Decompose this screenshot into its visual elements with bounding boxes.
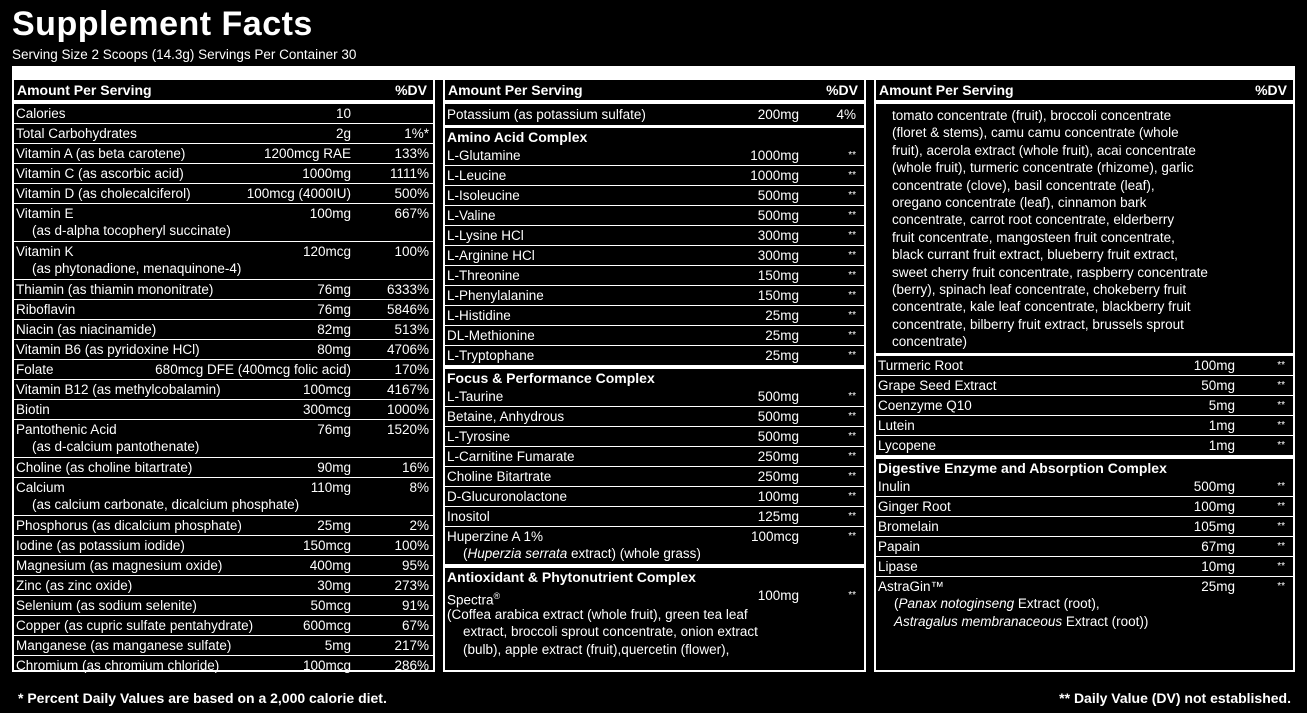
nutrient-row xyxy=(876,416,1293,436)
nutrient-row xyxy=(14,458,433,478)
nutrient-name: L-Isoleucine xyxy=(447,188,520,203)
nutrient-row xyxy=(876,557,1293,577)
nutrient-dv: ** xyxy=(848,350,856,361)
nutrient-name xyxy=(447,586,500,611)
nutrient-dv: 100% xyxy=(394,538,429,553)
footnote-dv: * Percent Daily Values are based on a 2,000 calorie diet. xyxy=(18,690,387,706)
nutrient-dv: 2% xyxy=(409,518,429,533)
nutrient-row xyxy=(14,596,433,616)
nutrient-row xyxy=(14,300,433,320)
nutrient-dv: 91% xyxy=(401,598,429,613)
blend-line: fruit), acerola extract (whole fruit), acai concentrate xyxy=(892,142,1196,158)
nutrient-name: L-Tyrosine xyxy=(447,429,511,444)
nutrient-row xyxy=(445,206,864,226)
nutrient-name: Vitamin C (as ascorbic acid) xyxy=(16,166,184,181)
nutrient-name: Ginger Root xyxy=(878,498,951,514)
nutrient-dv: 4167% xyxy=(386,382,429,397)
nutrient-name: Manganese (as manganese sulfate) xyxy=(16,638,232,653)
nutrient-row xyxy=(14,556,433,576)
nutrient-name: Vitamin A (as beta carotene) xyxy=(16,146,186,161)
nutrient-name: Vitamin B12 (as methylcobalamin) xyxy=(16,382,221,397)
nutrient-name: Huperzine A 1% xyxy=(447,529,544,544)
nutrient-name: Grape Seed Extract xyxy=(878,377,997,393)
nutrient-dv: 4706% xyxy=(386,342,429,357)
nutrient-amount: 100mg xyxy=(1193,357,1235,373)
nutrient-amount: 300mg xyxy=(757,248,799,263)
nutrient-amount: 1000mg xyxy=(750,168,799,183)
nutrient-source xyxy=(894,613,1148,631)
nutrient-amount: 500mg xyxy=(1193,478,1235,494)
nutrient-row xyxy=(445,286,864,306)
nutrient-amount: 1000mg xyxy=(750,148,799,163)
nutrient-amount: 25mg xyxy=(765,328,799,343)
source-rest: extract) (whole grass) xyxy=(567,546,701,561)
nutrient-amount: 500mg xyxy=(757,409,799,424)
nutrient-dv: ** xyxy=(1277,379,1285,391)
nutrient-amount: 30mg xyxy=(317,578,351,593)
nutrient-row xyxy=(445,407,864,427)
nutrient-amount: 250mg xyxy=(757,449,799,464)
spectra-name: Spectra xyxy=(447,592,494,608)
nutrient-name: Folate xyxy=(16,362,54,377)
nutrient-dv: 5846% xyxy=(386,302,429,317)
nutrient-source: (Huperzia serrata extract) (whole grass) xyxy=(463,546,701,561)
nutrient-amount: 100mg xyxy=(309,206,351,221)
nutrient-name: D-Glucuronolactone xyxy=(447,489,568,504)
serving-info: Serving Size 2 Scoops (14.3g) Servings Per Container 30 xyxy=(12,47,357,62)
nutrient-row xyxy=(876,396,1293,416)
nutrient-source: (as calcium carbonate, dicalcium phosphate) xyxy=(32,497,300,512)
registered-mark: ® xyxy=(493,591,501,601)
nutrient-row xyxy=(445,306,864,326)
nutrient-name: L-Leucine xyxy=(447,168,507,183)
spectra-line: (bulb), apple extract (fruit),quercetin (flower), xyxy=(463,641,730,657)
blend-line: concentrate, carrot root concentrate, elderberry xyxy=(892,212,1175,228)
nutrient-row xyxy=(14,478,433,516)
nutrient-amount: 125mg xyxy=(757,509,799,524)
nutrient-row xyxy=(876,436,1293,456)
nutrient-row xyxy=(14,280,433,300)
nutrient-name: Selenium (as sodium selenite) xyxy=(16,598,197,613)
nutrient-dv: ** xyxy=(848,531,856,542)
digestive-list xyxy=(876,477,1293,577)
nutrient-dv: ** xyxy=(848,230,856,241)
blend-line: sweet cherry fruit concentrate, raspberry concentrate xyxy=(892,264,1208,280)
blend-line: (whole fruit), turmeric concentrate (rhizome), garlic xyxy=(892,160,1194,176)
nutrient-name: Choline Bitartrate xyxy=(447,469,552,484)
nutrient-dv: ** xyxy=(1277,439,1285,451)
nutrient-row xyxy=(14,124,433,144)
nutrient-amount: 10 xyxy=(335,106,351,121)
nutrient-source: (as d-alpha tocopheryl succinate) xyxy=(32,223,231,238)
column-header xyxy=(876,80,1293,104)
nutrient-name: Vitamin E xyxy=(16,206,74,221)
nutrient-dv: 100% xyxy=(394,244,429,259)
nutrient-amount: 2g xyxy=(335,126,351,141)
nutrient-row xyxy=(445,507,864,527)
nutrient-row xyxy=(445,326,864,346)
spectra-line: extract, broccoli sprout concentrate, onion extract xyxy=(463,624,758,640)
nutrient-dv: ** xyxy=(848,511,856,522)
nutrient-name: Inositol xyxy=(447,509,490,524)
nutrient-amount: 680mcg DFE (400mcg folic acid) xyxy=(155,362,351,377)
nutrient-row xyxy=(14,360,433,380)
nutrient-name: Phosphorus (as dicalcium phosphate) xyxy=(16,518,242,533)
nutrient-dv: 286% xyxy=(394,658,429,673)
nutrient-row xyxy=(445,387,864,407)
blend-line: concentrate, bilberry fruit extract, brussels sprout xyxy=(892,316,1184,332)
nutrient-row xyxy=(14,636,433,656)
nutrient-dv: ** xyxy=(848,431,856,442)
nutrient-dv: ** xyxy=(848,471,856,482)
blend-line: concentrate) xyxy=(892,334,968,350)
nutrient-row xyxy=(445,586,864,606)
focus-list xyxy=(445,387,864,527)
nutrient-row xyxy=(445,427,864,447)
nutrient-dv: 1111% xyxy=(389,166,429,181)
nutrient-dv: 667% xyxy=(394,206,429,221)
nutrient-amount: 400mg xyxy=(309,558,351,573)
nutrient-name: DL-Methionine xyxy=(447,328,535,343)
nutrient-row xyxy=(876,497,1293,517)
nutrient-row xyxy=(445,146,864,166)
nutrient-dv: ** xyxy=(848,451,856,462)
nutrient-dv: ** xyxy=(1277,399,1285,411)
nutrient-amount: 100mcg xyxy=(302,658,351,673)
nutrient-dv: ** xyxy=(1277,359,1285,371)
nutrient-name: L-Tryptophane xyxy=(447,348,535,363)
nutrient-amount: 76mg xyxy=(317,302,351,317)
nutrient-dv: ** xyxy=(848,250,856,261)
nutrient-name: Bromelain xyxy=(878,518,939,534)
nutrient-row xyxy=(445,186,864,206)
focus-section-title: Focus & Performance Complex xyxy=(445,366,864,387)
blend-line: concentrate (clove), basil concentrate (leaf), xyxy=(892,177,1155,193)
latin-name: Astragalus membranaceous xyxy=(894,613,1063,629)
nutrient-amount: 100mcg xyxy=(750,529,799,544)
nutrient-dv: ** xyxy=(848,170,856,181)
nutrient-name: L-Threonine xyxy=(447,268,520,283)
nutrient-row xyxy=(876,376,1293,396)
nutrient-dv: ** xyxy=(1277,580,1285,592)
nutrient-row xyxy=(445,346,864,366)
nutrient-dv: 4% xyxy=(836,107,856,122)
nutrient-amount: 25mg xyxy=(1201,578,1235,594)
nutrient-name: Coenzyme Q10 xyxy=(878,397,972,413)
nutrient-source xyxy=(894,595,1100,613)
nutrient-amount: 82mg xyxy=(317,322,351,337)
nutrient-dv: ** xyxy=(848,411,856,422)
nutrient-amount: 105mg xyxy=(1193,518,1235,534)
nutrient-dv: 170% xyxy=(394,362,429,377)
nutrient-name: Lycopene xyxy=(878,437,937,453)
nutrient-dv: 273% xyxy=(394,578,429,593)
nutrient-row xyxy=(445,467,864,487)
nutrient-name: AstraGin™ xyxy=(878,578,945,594)
nutrient-row xyxy=(14,400,433,420)
nutrient-name: Total Carbohydrates xyxy=(16,126,137,141)
nutrient-row xyxy=(14,340,433,360)
nutrient-dv: 6333% xyxy=(386,282,429,297)
nutrient-row xyxy=(14,242,433,280)
amino-section-title: Amino Acid Complex xyxy=(447,129,588,145)
nutrient-list xyxy=(14,104,433,676)
nutrient-amount: 300mg xyxy=(757,228,799,243)
nutrient-row xyxy=(14,536,433,556)
nutrient-row xyxy=(14,184,433,204)
nutrient-source: (as d-calcium pantothenate) xyxy=(32,439,200,454)
nutrient-row xyxy=(445,527,864,565)
nutrient-amount: 300mcg xyxy=(302,402,351,417)
footnote-not-established: ** Daily Value (DV) not established. xyxy=(1059,690,1291,706)
nutrient-amount: 500mg xyxy=(757,389,799,404)
nutrient-amount: 10mg xyxy=(1201,558,1235,574)
nutrient-name: L-Phenylalanine xyxy=(447,288,544,303)
nutrient-dv: 8% xyxy=(409,480,429,495)
nutrient-dv: ** xyxy=(848,391,856,402)
nutrient-amount: 1200mcg RAE xyxy=(263,146,351,161)
nutrient-amount: 150mg xyxy=(757,288,799,303)
nutrient-amount: 25mg xyxy=(317,518,351,533)
nutrient-name: Thiamin (as thiamin mononitrate) xyxy=(16,282,214,297)
nutrient-name: Potassium (as potassium sulfate) xyxy=(447,107,646,122)
nutrient-amount: 25mg xyxy=(765,348,799,363)
nutrient-source: (as phytonadione, menaquinone-4) xyxy=(32,261,242,276)
nutrient-row xyxy=(14,164,433,184)
nutrient-row xyxy=(14,656,433,676)
nutrient-amount: 100mcg (4000IU) xyxy=(246,186,351,201)
nutrient-amount: 100mg xyxy=(757,489,799,504)
nutrient-row xyxy=(14,380,433,400)
nutrient-row xyxy=(876,537,1293,557)
nutrient-amount: 50mcg xyxy=(310,598,351,613)
nutrient-dv: 500% xyxy=(394,186,429,201)
nutrient-name: Betaine, Anhydrous xyxy=(447,409,565,424)
nutrient-name: Biotin xyxy=(16,402,50,417)
antioxidant-section-title: Antioxidant & Phytonutrient Complex xyxy=(445,565,864,586)
dv-header: %DV xyxy=(395,82,427,98)
column-header xyxy=(445,80,864,104)
nutrient-name: L-Histidine xyxy=(447,308,511,323)
nutrient-name: Lipase xyxy=(878,558,918,574)
latin-name: Panax notoginseng xyxy=(898,595,1015,611)
nutrient-dv: ** xyxy=(848,290,856,301)
source-rest: Extract (root), xyxy=(1014,595,1100,611)
nutrient-row xyxy=(14,516,433,536)
nutrient-dv: 1%* xyxy=(404,126,429,141)
spectra-ingredients xyxy=(445,606,864,658)
nutrient-row xyxy=(445,246,864,266)
nutrient-name: Niacin (as niacinamide) xyxy=(16,322,157,337)
nutrient-amount: 5mg xyxy=(324,638,351,653)
nutrient-dv: 133% xyxy=(394,146,429,161)
nutrient-amount: 100mg xyxy=(1193,498,1235,514)
nutrient-name: Magnesium (as magnesium oxide) xyxy=(16,558,223,573)
top-divider xyxy=(12,66,1295,80)
panel-title: Supplement Facts xyxy=(12,5,313,43)
nutrient-name: L-Carnitine Fumarate xyxy=(447,449,575,464)
nutrient-name: L-Valine xyxy=(447,208,496,223)
nutrient-row xyxy=(14,204,433,242)
nutrient-row xyxy=(14,144,433,164)
blend-line: (berry), spinach leaf concentrate, chokeberry fruit xyxy=(892,282,1187,298)
nutrient-dv: ** xyxy=(848,190,856,201)
blend-line: black currant fruit extract, blueberry fruit extract, xyxy=(892,247,1178,263)
nutrient-name: Inulin xyxy=(878,478,911,494)
spectra-line: (Coffea arabica extract (whole fruit), green tea leaf xyxy=(447,607,748,622)
nutrient-amount: 1000mg xyxy=(302,166,351,181)
nutrient-amount: 600mcg xyxy=(302,618,351,633)
facts-column-1 xyxy=(12,80,435,672)
nutrient-name: Riboflavin xyxy=(16,302,76,317)
nutrient-row xyxy=(876,356,1293,376)
nutrient-name: Copper (as cupric sulfate pentahydrate) xyxy=(16,618,254,633)
nutrient-dv: ** xyxy=(848,310,856,321)
facts-column-3 xyxy=(874,80,1295,672)
blend-line: fruit concentrate, mangosteen fruit concentrate, xyxy=(892,229,1175,245)
nutrient-name: Vitamin K xyxy=(16,244,74,259)
spectra-ingredients-continued xyxy=(876,104,1293,356)
nutrient-name: L-Lysine HCl xyxy=(447,228,524,243)
nutrient-row xyxy=(876,477,1293,497)
source-rest: Extract (root)) xyxy=(1062,613,1149,629)
nutrient-dv: ** xyxy=(1277,500,1285,512)
nutrient-row xyxy=(876,577,1293,635)
nutrient-row xyxy=(14,320,433,340)
nutrient-dv: ** xyxy=(848,330,856,341)
amino-list xyxy=(445,146,864,366)
column-header xyxy=(14,80,433,104)
nutrient-dv: ** xyxy=(848,150,856,161)
nutrient-row xyxy=(445,104,864,128)
nutrient-dv: ** xyxy=(848,270,856,281)
nutrient-amount: 500mg xyxy=(757,208,799,223)
nutrient-dv: ** xyxy=(1277,419,1285,431)
nutrient-row xyxy=(445,447,864,467)
nutrient-name: Calories xyxy=(16,106,66,121)
amount-header: Amount Per Serving xyxy=(448,82,583,98)
nutrient-amount: 5mg xyxy=(1208,397,1235,413)
blend-line: oregano concentrate (leaf), cinnamon bark xyxy=(892,195,1147,211)
dv-header: %DV xyxy=(1255,82,1287,98)
blend-line: concentrate, kale leaf concentrate, blackberry fruit xyxy=(892,299,1191,315)
nutrient-name: L-Arginine HCl xyxy=(447,248,535,263)
nutrient-dv: ** xyxy=(1277,480,1285,492)
dv-header: %DV xyxy=(826,82,858,98)
nutrient-amount: 1mg xyxy=(1208,417,1235,433)
nutrient-amount: 120mcg xyxy=(302,244,351,259)
nutrient-row xyxy=(14,420,433,458)
nutrient-row xyxy=(14,576,433,596)
nutrient-name: Papain xyxy=(878,538,921,554)
nutrient-dv: ** xyxy=(1277,520,1285,532)
nutrient-amount: 500mg xyxy=(757,429,799,444)
nutrient-amount: 1mg xyxy=(1208,437,1235,453)
nutrient-dv: 1520% xyxy=(386,422,429,437)
blend-line: tomato concentrate (fruit), broccoli concentrate xyxy=(892,108,1172,123)
nutrient-name: Vitamin B6 (as pyridoxine HCl) xyxy=(16,342,200,357)
latin-name: Huperzia serrata xyxy=(467,546,568,561)
nutrient-name: Vitamin D (as cholecalciferol) xyxy=(16,186,191,201)
nutrient-amount: 200mg xyxy=(757,107,799,122)
nutrient-amount: 500mg xyxy=(757,188,799,203)
nutrient-name: Choline (as choline bitartrate) xyxy=(16,460,193,475)
nutrient-name: Lutein xyxy=(878,417,915,433)
nutrient-row xyxy=(445,487,864,507)
nutrient-amount: 150mcg xyxy=(302,538,351,553)
nutrient-name: L-Glutamine xyxy=(447,148,521,163)
nutrient-amount: 25mg xyxy=(765,308,799,323)
amount-header: Amount Per Serving xyxy=(17,82,152,98)
nutrient-list xyxy=(876,356,1293,456)
nutrient-dv: ** xyxy=(848,590,856,601)
blend-line: (floret & stems), camu camu concentrate (whole xyxy=(892,125,1179,141)
nutrient-row xyxy=(445,226,864,246)
nutrient-dv: 217% xyxy=(394,638,429,653)
nutrient-dv: 1000% xyxy=(386,402,429,417)
nutrient-name: Calcium xyxy=(16,480,65,495)
nutrient-dv: ** xyxy=(1277,540,1285,552)
nutrient-dv: ** xyxy=(848,491,856,502)
nutrient-name: Chromium (as chromium chloride) xyxy=(16,658,220,673)
nutrient-amount: 110mg xyxy=(310,480,351,495)
nutrient-dv: 95% xyxy=(401,558,429,573)
nutrient-amount: 50mg xyxy=(1201,377,1235,393)
nutrient-name: Turmeric Root xyxy=(878,357,964,373)
nutrient-row xyxy=(14,616,433,636)
nutrient-amount: 76mg xyxy=(317,282,351,297)
nutrient-amount: 100mcg xyxy=(302,382,351,397)
nutrient-amount: 90mg xyxy=(317,460,351,475)
nutrient-amount: 250mg xyxy=(757,469,799,484)
nutrient-amount: 80mg xyxy=(317,342,351,357)
nutrient-dv: ** xyxy=(1277,560,1285,572)
nutrient-dv: 16% xyxy=(401,460,429,475)
nutrient-row xyxy=(445,266,864,286)
nutrient-name: Pantothenic Acid xyxy=(16,422,117,437)
nutrient-row xyxy=(14,104,433,124)
nutrient-dv: 513% xyxy=(394,322,429,337)
nutrient-amount: 67mg xyxy=(1201,538,1235,554)
nutrient-dv: ** xyxy=(848,210,856,221)
paren-open: ( xyxy=(894,595,899,611)
nutrient-amount: 150mg xyxy=(757,268,799,283)
amount-header: Amount Per Serving xyxy=(879,82,1014,98)
nutrient-amount: 76mg xyxy=(317,422,351,437)
nutrient-row xyxy=(876,517,1293,537)
nutrient-row xyxy=(445,166,864,186)
nutrient-name: Iodine (as potassium iodide) xyxy=(16,538,185,553)
digestive-section-title: Digestive Enzyme and Absorption Complex xyxy=(876,456,1293,477)
nutrient-dv: 67% xyxy=(401,618,429,633)
nutrient-amount: 100mg xyxy=(757,588,799,603)
facts-column-2 xyxy=(443,80,866,672)
nutrient-name: Zinc (as zinc oxide) xyxy=(16,578,133,593)
nutrient-name: L-Taurine xyxy=(447,389,504,404)
